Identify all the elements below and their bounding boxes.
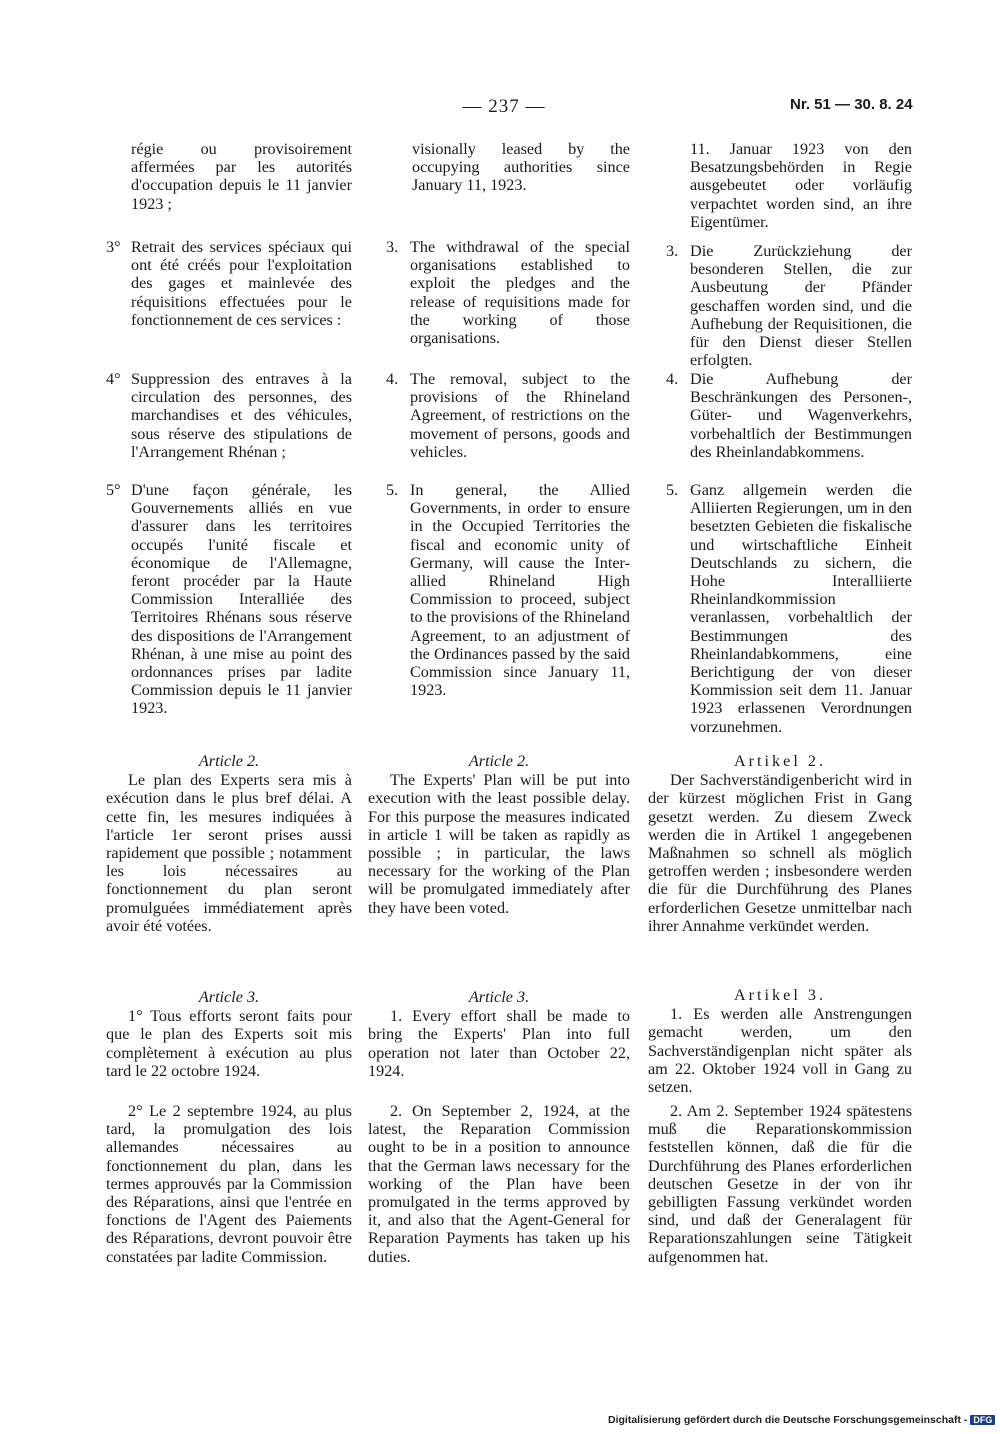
de-item-3 (648, 242, 912, 369)
en-item-number: 5. (386, 481, 399, 499)
de-item-text: Die Aufhebung der Beschränkungen des Personen-, Güter- und Wagenverkehrs, vorbehaltlich der Bestimmungen des Rheinlandabkommens. (690, 370, 912, 461)
fr-article-3-para-1: 1° Tous efforts seront faits pour que le plan des Experts soit mis complètement à exécution au plus tard le 22 octobre 1924. (106, 1007, 352, 1080)
en-item-4 (368, 370, 630, 461)
fr-article-3-title: Article 3. (198, 988, 260, 1006)
issue-reference: Nr. 51 — 30. 8. 24 (790, 96, 913, 113)
fr-item-text: D'une façon générale, les Gouvernements alliés en vue d'assurer dans les territoires occupés l'unité fiscale et économique de l'Allemagne, feront procéder par la Haute Commission Interalliée des Territoires Rhénans sous réserve des dispositions de l'Arrangement Rhénan, à une mise au point des ordonnances prises par ladite Commission depuis le 11 janvier 1923. (131, 481, 352, 718)
fr-item-5 (106, 481, 352, 718)
dfg-logo: DFG (970, 1415, 995, 1425)
de-article-3-para-2-block (648, 1102, 912, 1266)
en-item-3 (368, 238, 630, 347)
de-item-5 (648, 481, 912, 736)
fr-article-3-para-2: 2° Le 2 septembre 1924, au plus tard, la promulgation des lois allemandes nécessaires au fonctionnement du plan, dans les termes approuvés par la Commission des Réparations, ainsi que l'entrée en fonctions de l'Agent des Paiements des Réparations, devront pouvoir être constatées par ladite Commission. (106, 1102, 352, 1266)
en-article-3-para-1: 1. Every effort shall be made to bring the Experts' Plan into full operation not later than October 22, 1924. (368, 1007, 630, 1080)
fr-item-number: 5° (106, 481, 121, 499)
de-article-3-para-2: 2. Am 2. September 1924 spätestens muß die Reparationskommission feststellen können, daß die für die Durchführung des Planes erforderlichen deutschen Gesetze in der von ihr gebilligten Fassung verkündet worden sind, und daß der Generalagent für Reparationszahlungen seine Tätigkeit aufgenommen hat. (648, 1102, 912, 1266)
fr-item-text: Suppression des entraves à la circulation des personnes, des marchandises et des véhicules, sous réserve des stipulations de l'Arrangement Rhénan ; (131, 370, 352, 461)
en-article-3-para-2-block (368, 1102, 630, 1266)
fr-item-number: 3° (106, 238, 121, 256)
en-item-text: The removal, subject to the provisions of the Rhineland Agreement, of restrictions on the movement of persons, goods and vehicles. (410, 370, 630, 461)
fr-article-2 (106, 752, 352, 935)
de-article-3-title: Artikel 3. (733, 986, 827, 1004)
fr-intro: régie ou provisoirement affermées par les autorités d'occupation depuis le 11 janvier 1923 ; (131, 140, 352, 213)
en-article-3 (368, 988, 630, 1080)
de-article-3 (648, 986, 912, 1096)
en-item-text: The withdrawal of the special organisations established to exploit the pledges and the release of requisitions made for the working of those organisations. (410, 238, 630, 348)
en-item-number: 4. (386, 370, 399, 388)
page-number: — 237 — (462, 96, 546, 117)
fr-article-2-text: Le plan des Experts sera mis à exécution dans le plus bref délai. A cette fin, les mesures indiquées à l'article 1er seront prises aussi rapidement que possible ; notamment les lois nécessaires au fonctionnement du plan seront promulguées immédiatement après avoir été votées. (106, 771, 352, 935)
fr-article-3 (106, 988, 352, 1080)
en-article-2-text: The Experts' Plan will be put into execution with the least possible delay. For this purpose the measures indicated in article 1 will be taken as rapidly as possible ; in particular, the laws necessary for the working of the Plan will be promulgated immediately after they have been voted. (368, 771, 630, 917)
de-article-2-title: Artikel 2. (733, 752, 827, 770)
en-item-5 (368, 481, 630, 699)
de-item-number: 5. (666, 481, 679, 499)
fr-item-3 (106, 238, 352, 329)
fr-item-number: 4° (106, 370, 121, 388)
fr-article-3-para-2-block (106, 1102, 352, 1266)
de-item-number: 4. (666, 370, 679, 388)
fr-item-4 (106, 370, 352, 461)
fr-item-text: Retrait des services spéciaux qui ont été créés pour l'exploitation des gages et mainlevée des réquisitions effectuées pour le fonctionnement de ces services : (131, 238, 352, 329)
de-article-3-para-1: 1. Es werden alle Anstrengungen gemacht werden, um den Sachverständigenplan nicht später als am 22. Oktober 1924 voll in Gang zu setzen. (648, 1005, 912, 1097)
de-intro: 11. Januar 1923 von den Besatzungsbehörden in Regie ausgebeutet oder vorläufig verpachtet worden sind, an ihre Eigentümer. (690, 140, 912, 231)
digitization-credit (608, 1414, 995, 1426)
de-item-text: Ganz allgemein werden die Alliierten Regierungen, um in den besetzten Gebieten die fiskalische und wirtschaftliche Einheit Deutschlands zu sichern, die Hohe Interalliierte Rheinlandkommission veranlassen, vorbehaltlich der Bestimmungen des Rheinlandabkommens, eine Berichtigung der von dieser Kommission seit dem 11. Januar 1923 erlassenen Verordnungen vorzunehmen. (690, 481, 912, 736)
fr-article-2-title: Article 2. (198, 752, 260, 770)
de-article-2 (648, 752, 912, 935)
en-article-3-title: Article 3. (468, 988, 530, 1006)
digitization-credit-text: Digitalisierung gefördert durch die Deutsche Forschungsgemeinschaft - (608, 1414, 968, 1426)
en-item-text: In general, the Allied Governments, in order to ensure in the Occupied Territories the fiscal and economic unity of Germany, will cause the Inter-allied Rhineland High Commission to proceed, subject to the provisions of the Rhineland Agreement, to an adjustment of the Ordinances passed by the said Commission since January 11, 1923. (410, 481, 630, 700)
de-item-text: Die Zurückziehung der besonderen Stellen, die zur Ausbeutung der Pfänder geschaffen worden sind, und die Aufhebung der Requisitionen, die für den Dienst dieser Stellen erfolgten. (690, 242, 912, 370)
en-item-number: 3. (386, 238, 399, 256)
de-item-number: 3. (666, 242, 679, 260)
en-article-2 (368, 752, 630, 917)
en-article-2-title: Article 2. (468, 752, 530, 770)
de-item-4 (648, 370, 912, 461)
en-article-3-para-2: 2. On September 2, 1924, at the latest, the Reparation Commission ought to be in a position to announce that the German laws necessary for the working of the Plan have been promulgated in the terms approved by it, and also that the Agent-General for Reparation Payments has taken up his duties. (368, 1102, 630, 1266)
en-intro: visionally leased by the occupying authorities since January 11, 1923. (412, 140, 630, 195)
de-article-2-text: Der Sachverständigenbericht wird in der kürzest möglichen Frist in Gang gesetzt werden. Zu diesem Zweck werden die in Artikel 1 angegebenen Maßnahmen so schnell als möglich getroffen werden ; insbesondere werden die für die Durchführung des Planes erforderlichen Gesetze unmittelbar nach ihrer Annahme verkündet werden. (648, 771, 912, 935)
